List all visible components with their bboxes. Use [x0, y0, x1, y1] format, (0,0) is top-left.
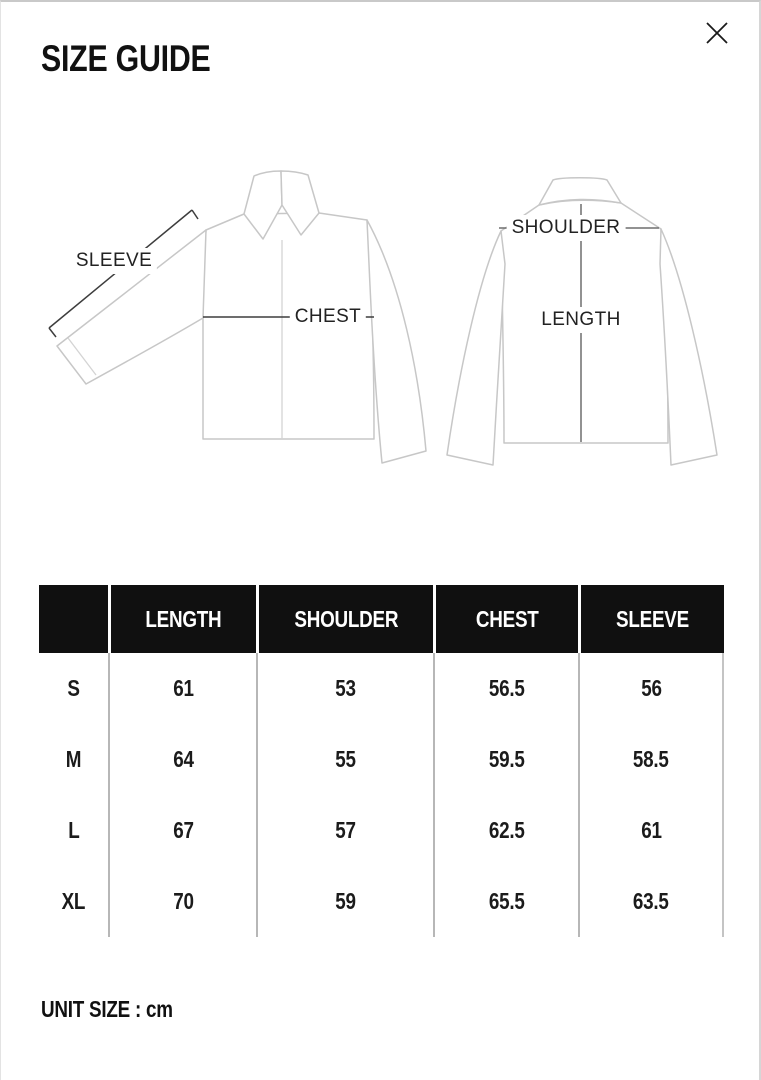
length-measure-label: LENGTH: [536, 307, 625, 333]
row-label: L: [39, 795, 108, 866]
header-cell-chest: CHEST: [433, 585, 578, 653]
table-row-xl: [39, 866, 724, 937]
cell-shoulder: 55: [256, 724, 433, 795]
cell-length: 61: [108, 653, 256, 724]
cell-chest: 56.5: [433, 653, 578, 724]
size-chart-header: [39, 585, 724, 653]
cell-shoulder: 57: [256, 795, 433, 866]
header-row: [39, 585, 724, 653]
shoulder-measure-label: SHOULDER: [507, 215, 626, 241]
cell-shoulder: 53: [256, 653, 433, 724]
chest-measure-label: CHEST: [290, 304, 366, 330]
header-cell-shoulder: SHOULDER: [256, 585, 433, 653]
table-row-s: [39, 653, 724, 724]
row-label: S: [39, 653, 108, 724]
table-row-m: [39, 724, 724, 795]
jacket-diagrams-svg: [1, 142, 761, 522]
cell-shoulder: 59: [256, 866, 433, 937]
cell-sleeve: 63.5: [578, 866, 724, 937]
cell-sleeve: 56: [578, 653, 724, 724]
close-icon: [703, 19, 731, 47]
cell-sleeve: 61: [578, 795, 724, 866]
sleeve-measure-tick-top: [192, 210, 198, 219]
sleeve-measure-label: SLEEVE: [71, 248, 157, 274]
close-button[interactable]: [699, 15, 735, 51]
header-cell-length: LENGTH: [108, 585, 256, 653]
cell-chest: 65.5: [433, 866, 578, 937]
back-jacket-left-sleeve: [447, 231, 505, 465]
row-label: XL: [39, 866, 108, 937]
table-row-l: [39, 795, 724, 866]
unit-size-note: UNIT SIZE : cm: [41, 996, 173, 1022]
sleeve-measure-tick-bottom: [49, 328, 56, 337]
cell-length: 64: [108, 724, 256, 795]
size-chart-table: [39, 585, 724, 937]
front-jacket-right-sleeve: [367, 220, 426, 463]
jacket-measurement-diagram: [1, 142, 761, 522]
cell-length: 70: [108, 866, 256, 937]
page-title-text: SIZE GUIDE: [41, 38, 211, 79]
page-title: [41, 38, 248, 80]
cell-chest: 62.5: [433, 795, 578, 866]
cell-length: 67: [108, 795, 256, 866]
row-label: M: [39, 724, 108, 795]
header-cell-sleeve: SLEEVE: [578, 585, 724, 653]
header-cell-size: [39, 585, 108, 653]
cell-sleeve: 58.5: [578, 724, 724, 795]
cell-chest: 59.5: [433, 724, 578, 795]
size-chart-body: [39, 653, 724, 937]
